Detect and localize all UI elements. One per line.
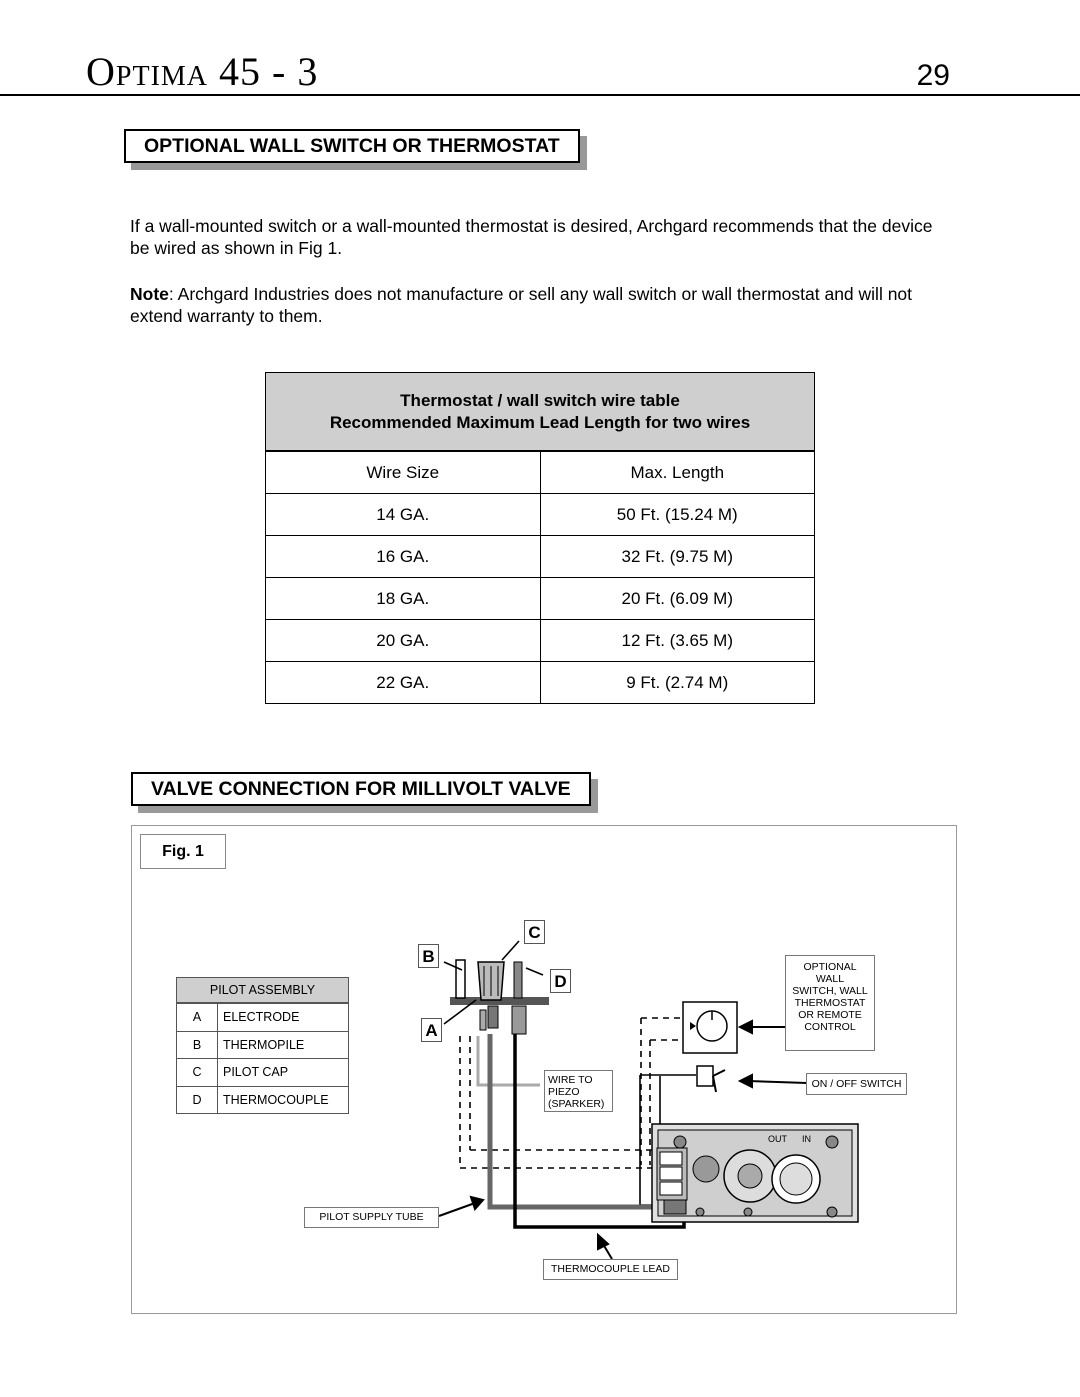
legend-key: D xyxy=(177,1087,218,1114)
legend-value: ELECTRODE xyxy=(223,1010,300,1024)
callout-line: WIRE TO xyxy=(548,1074,593,1086)
table-cell: 20 Ft. (6.09 M) xyxy=(540,578,815,619)
brand-title: Optima 45 - 3 xyxy=(86,49,319,94)
table-cell: 22 GA. xyxy=(376,673,430,692)
callout-line: WALL xyxy=(815,973,845,985)
intro-paragraph: If a wall-mounted switch or a wall-mounted thermostat is desired, Archgard recommends that the device be wired as shown in Fig 1. xyxy=(130,216,933,258)
legend-value: PILOT CAP xyxy=(223,1065,289,1079)
table-cell: 32 Ft. (9.75 M) xyxy=(540,536,815,577)
legend-key: C xyxy=(177,1059,218,1086)
figure-label: Fig. 1 xyxy=(140,834,226,869)
legend-value: THERMOPILE xyxy=(223,1037,305,1052)
pilot-supply-tube xyxy=(490,1034,675,1207)
piezo-callout xyxy=(544,1070,613,1112)
callout-line: THERMOSTAT xyxy=(794,997,866,1009)
table-cell: 16 GA. xyxy=(376,547,430,566)
page-number: 29 xyxy=(916,59,950,92)
section-heading-valve-connection: VALVE CONNECTION FOR MILLIVOLT VALVE xyxy=(131,772,591,806)
callout-line: (SPARKER) xyxy=(548,1098,605,1110)
letter-d: D xyxy=(550,969,571,993)
table-cell: 14 GA. xyxy=(376,505,430,524)
piezo-wire xyxy=(478,1036,540,1085)
table-cell: 18 GA. xyxy=(376,589,430,608)
table-cell: 12 Ft. (3.65 M) xyxy=(540,620,815,661)
wire-table-subtitle: Recommended Maximum Lead Length for two wires xyxy=(329,413,751,432)
callout-line: SWITCH, WALL xyxy=(792,985,868,997)
legend-key: A xyxy=(177,1004,218,1031)
wire-table-title: Thermostat / wall switch wire table xyxy=(400,391,680,410)
legend-key: B xyxy=(177,1032,218,1059)
callout-line: OPTIONAL xyxy=(803,961,857,973)
table-cell: 20 GA. xyxy=(376,631,430,650)
callout-line: OR REMOTE xyxy=(798,1009,862,1021)
on-off-switch-callout: ON / OFF SWITCH xyxy=(806,1073,907,1095)
section-heading-wall-switch: OPTIONAL WALL SWITCH OR THERMOSTAT xyxy=(124,129,580,163)
column-header-max-length: Max. Length xyxy=(540,452,815,493)
valve-out-label: OUT xyxy=(768,1134,787,1144)
column-header-wire-size: Wire Size xyxy=(366,463,440,482)
note-text: : Archgard Industries does not manufacture or sell any wall switch or wall thermostat and will not extend warranty to them. xyxy=(130,284,913,326)
table-cell: 50 Ft. (15.24 M) xyxy=(540,494,815,535)
callout-line: PIEZO xyxy=(548,1086,580,1098)
legend-title: PILOT ASSEMBLY xyxy=(177,978,348,1003)
pilot-supply-tube-callout: PILOT SUPPLY TUBE xyxy=(304,1207,439,1228)
note-label: Note xyxy=(130,284,169,304)
legend-value: THERMOCOUPLE xyxy=(223,1092,329,1107)
letter-b: B xyxy=(418,944,439,968)
letter-c: C xyxy=(524,920,545,944)
thermocouple-lead-callout: THERMOCOUPLE LEAD xyxy=(543,1259,678,1280)
letter-a: A xyxy=(421,1018,442,1042)
optional-thermostat-callout xyxy=(785,955,875,1051)
callout-line: CONTROL xyxy=(804,1021,856,1033)
valve-in-label: IN xyxy=(802,1134,811,1144)
table-cell: 9 Ft. (2.74 M) xyxy=(540,662,815,703)
gas-valve-drawing xyxy=(652,1124,858,1222)
on-off-switch-drawing xyxy=(697,1066,725,1092)
